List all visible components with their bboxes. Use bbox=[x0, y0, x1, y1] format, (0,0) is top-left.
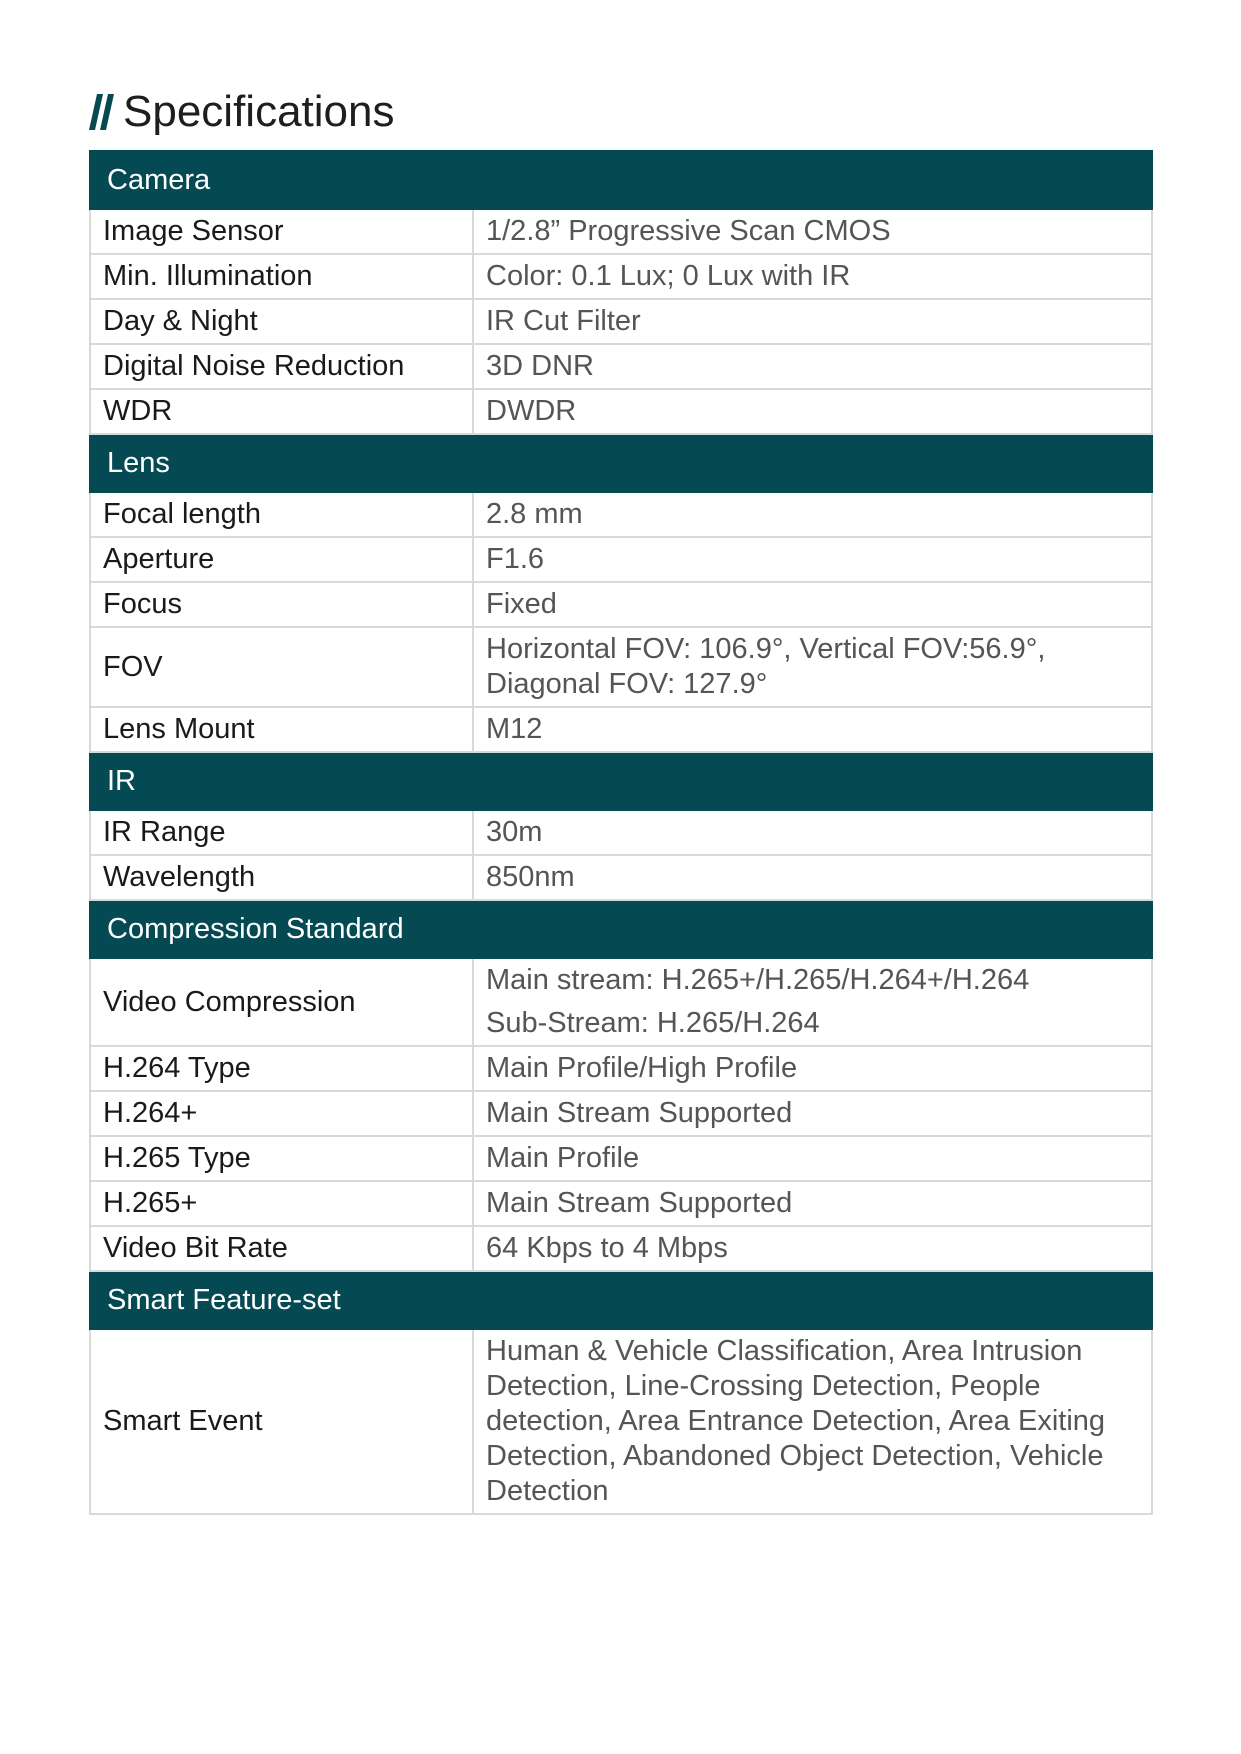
table-row bbox=[90, 1181, 1152, 1226]
section-title: Compression Standard bbox=[90, 900, 1152, 958]
section-title: Smart Feature-set bbox=[90, 1271, 1152, 1329]
spec-label: Wavelength bbox=[90, 855, 473, 900]
specifications-table-body bbox=[90, 151, 1152, 1514]
spec-value bbox=[473, 582, 1152, 627]
table-row bbox=[90, 1226, 1152, 1271]
spec-value-line: Detection bbox=[486, 1475, 609, 1507]
spec-value bbox=[473, 1329, 1152, 1514]
spec-value-line: Human & Vehicle Classification, Area Intrusion bbox=[486, 1335, 1083, 1367]
spec-value bbox=[473, 1136, 1152, 1181]
spec-value-line: Main Stream Supported bbox=[486, 1187, 793, 1219]
page-title-wrap bbox=[89, 82, 394, 142]
section-header bbox=[90, 900, 1152, 958]
table-row bbox=[90, 855, 1152, 900]
specifications-table bbox=[89, 150, 1153, 1515]
spec-label: Smart Event bbox=[90, 1329, 473, 1514]
spec-value bbox=[473, 1091, 1152, 1136]
table-row bbox=[90, 1091, 1152, 1136]
spec-value bbox=[473, 344, 1152, 389]
spec-label: WDR bbox=[90, 389, 473, 434]
spec-value-line: Main stream: H.265+/H.265/H.264+/H.264 bbox=[486, 964, 1030, 996]
spec-value bbox=[473, 855, 1152, 900]
spec-value-line: F1.6 bbox=[486, 543, 545, 575]
spec-value bbox=[473, 492, 1152, 537]
spec-label: H.265+ bbox=[90, 1181, 473, 1226]
spec-label: Focus bbox=[90, 582, 473, 627]
spec-value-line: Diagonal FOV: 127.9° bbox=[486, 668, 768, 700]
spec-value bbox=[473, 1181, 1152, 1226]
table-row bbox=[90, 492, 1152, 537]
spec-value-line: 3D DNR bbox=[486, 350, 594, 382]
spec-value bbox=[473, 1226, 1152, 1271]
spec-value-line: 64 Kbps to 4 Mbps bbox=[486, 1232, 728, 1264]
table-row bbox=[90, 1046, 1152, 1091]
spec-value-line: 1/2.8” Progressive Scan CMOS bbox=[486, 215, 891, 247]
spec-value bbox=[473, 299, 1152, 344]
table-row bbox=[90, 810, 1152, 855]
page-title: Specifications bbox=[123, 87, 395, 136]
spec-label: H.264+ bbox=[90, 1091, 473, 1136]
spec-value bbox=[473, 707, 1152, 752]
spec-label: Video Compression bbox=[90, 958, 473, 1046]
spec-value-line: M12 bbox=[486, 713, 543, 745]
spec-value-line: IR Cut Filter bbox=[486, 305, 641, 337]
table-row bbox=[90, 707, 1152, 752]
spec-value bbox=[473, 537, 1152, 582]
spec-label: IR Range bbox=[90, 810, 473, 855]
section-header bbox=[90, 1271, 1152, 1329]
spec-label: Day & Night bbox=[90, 299, 473, 344]
spec-value-line: 30m bbox=[486, 816, 543, 848]
table-row bbox=[90, 1136, 1152, 1181]
spec-value bbox=[473, 209, 1152, 254]
table-row bbox=[90, 209, 1152, 254]
spec-label: Image Sensor bbox=[90, 209, 473, 254]
spec-value bbox=[473, 810, 1152, 855]
table-row bbox=[90, 582, 1152, 627]
spec-value-line: Fixed bbox=[486, 588, 557, 620]
spec-value bbox=[473, 254, 1152, 299]
spec-label: H.264 Type bbox=[90, 1046, 473, 1091]
table-row bbox=[90, 537, 1152, 582]
spec-value bbox=[473, 389, 1152, 434]
table-row bbox=[90, 344, 1152, 389]
double-slash-icon bbox=[89, 94, 117, 130]
spec-label: Digital Noise Reduction bbox=[90, 344, 473, 389]
spec-value bbox=[473, 627, 1152, 707]
spec-value-line: Main Profile bbox=[486, 1142, 640, 1174]
section-header bbox=[90, 151, 1152, 209]
table-row bbox=[90, 254, 1152, 299]
section-title: IR bbox=[90, 752, 1152, 810]
spec-value-line: 850nm bbox=[486, 861, 575, 893]
section-header bbox=[90, 752, 1152, 810]
table-row bbox=[90, 1329, 1152, 1514]
section-title: Camera bbox=[90, 151, 1152, 209]
table-row bbox=[90, 627, 1152, 707]
spec-value-line: Main Profile/High Profile bbox=[486, 1052, 798, 1084]
table-row bbox=[90, 299, 1152, 344]
spec-value bbox=[473, 958, 1152, 1046]
spec-label: FOV bbox=[90, 627, 473, 707]
spec-value-line: DWDR bbox=[486, 395, 577, 427]
spec-label: Video Bit Rate bbox=[90, 1226, 473, 1271]
spec-label: Aperture bbox=[90, 537, 473, 582]
spec-label: Focal length bbox=[90, 492, 473, 537]
table-row bbox=[90, 389, 1152, 434]
spec-value-line: detection, Area Entrance Detection, Area Exiting bbox=[486, 1405, 1106, 1437]
spec-label: H.265 Type bbox=[90, 1136, 473, 1181]
spec-value-line: 2.8 mm bbox=[486, 498, 583, 530]
spec-value-line: Horizontal FOV: 106.9°, Vertical FOV:56.9°, bbox=[486, 633, 1046, 665]
spec-value-line: Detection, Abandoned Object Detection, Vehicle bbox=[486, 1440, 1104, 1472]
spec-value-line: Detection, Line-Crossing Detection, People bbox=[486, 1370, 1041, 1402]
spec-value bbox=[473, 1046, 1152, 1091]
spec-value-line: Color: 0.1 Lux; 0 Lux with IR bbox=[486, 260, 851, 292]
spec-value-line: Sub-Stream: H.265/H.264 bbox=[486, 1007, 820, 1039]
section-title: Lens bbox=[90, 434, 1152, 492]
section-header bbox=[90, 434, 1152, 492]
spec-value-line: Main Stream Supported bbox=[486, 1097, 793, 1129]
spec-label: Lens Mount bbox=[90, 707, 473, 752]
table-row bbox=[90, 958, 1152, 1046]
spec-label: Min. Illumination bbox=[90, 254, 473, 299]
